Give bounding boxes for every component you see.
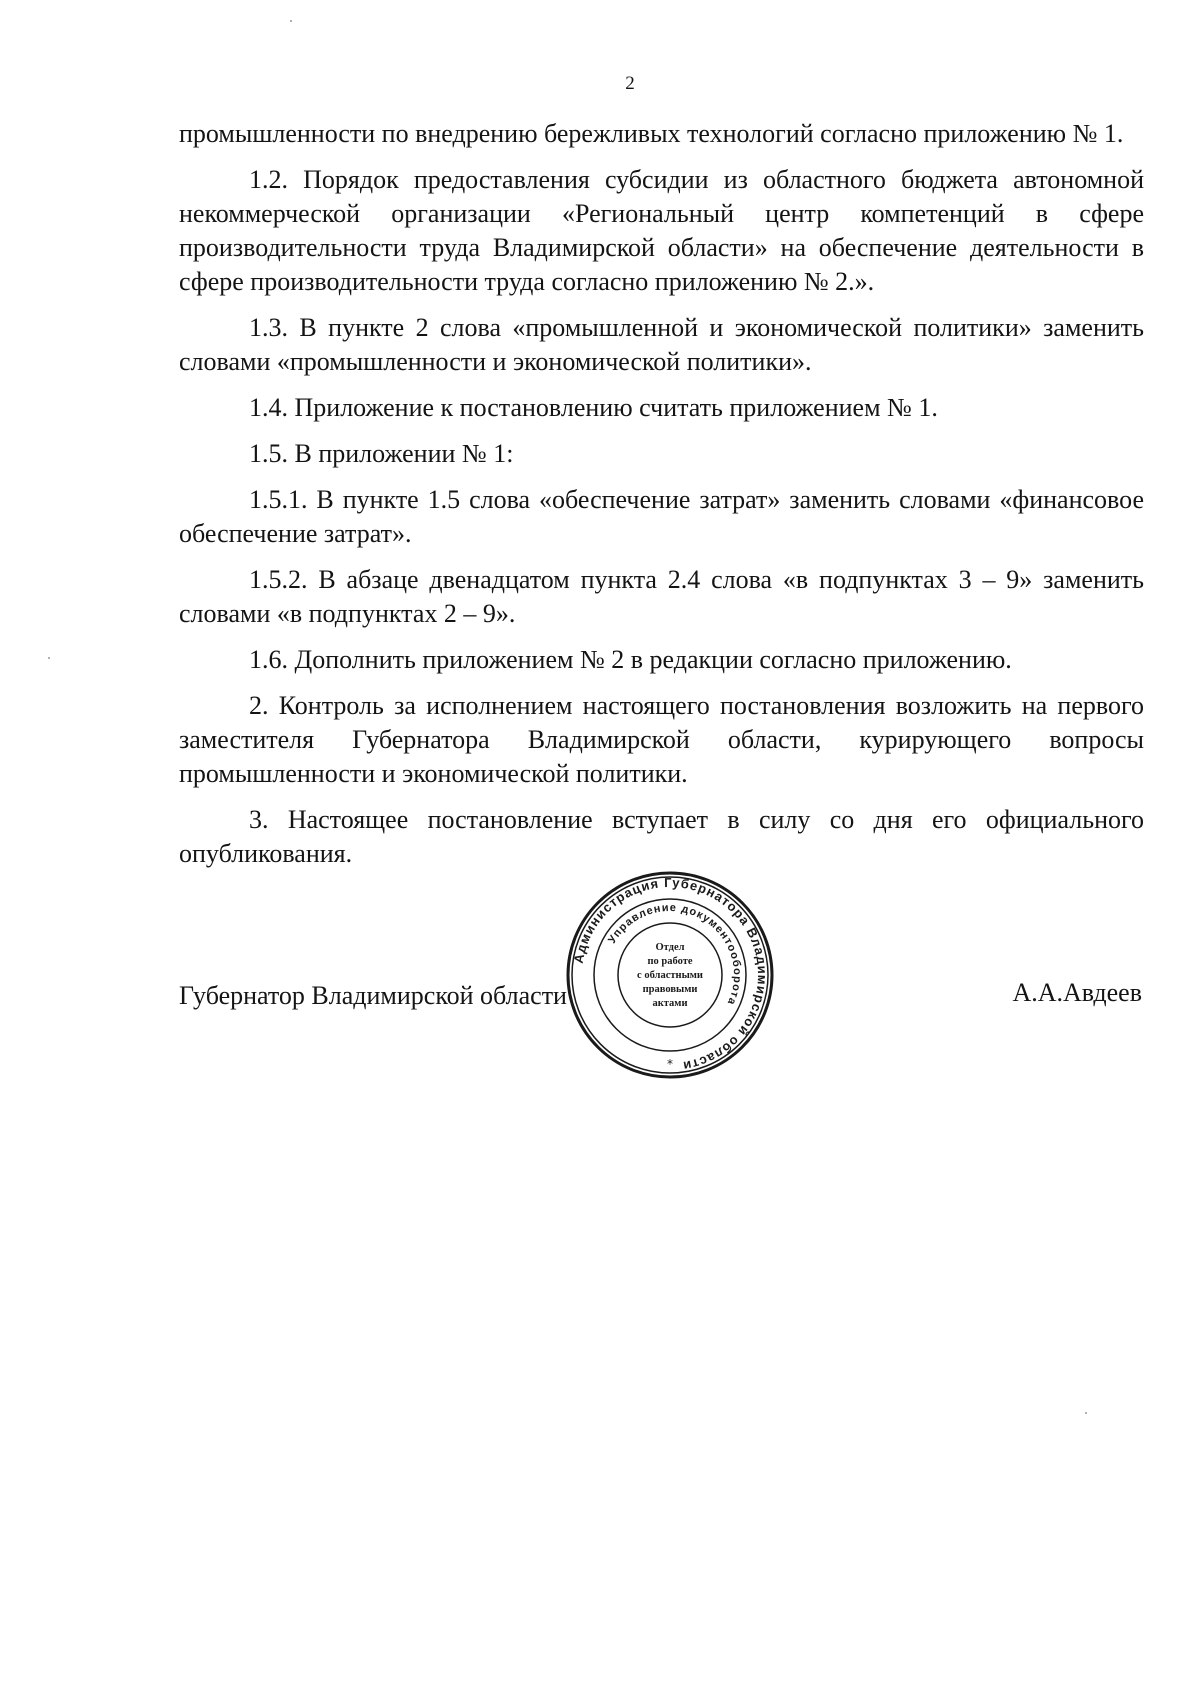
page-number: 2 <box>625 73 635 94</box>
paragraph-1-3: 1.3. В пункте 2 слова «промышленной и экономической политики» заменить словами «промышленности и экономической политики». <box>179 313 1144 376</box>
paragraph-1-5: 1.5. В приложении № 1: <box>249 439 514 468</box>
signature-position: Губернатор Владимирской области <box>179 981 567 1010</box>
stamp-inner-text: Управление документооборота <box>606 901 744 1008</box>
paragraph-1-5-1: 1.5.1. В пункте 1.5 слова «обеспечение затрат» заменить словами «финансовое обеспечение затрат». <box>179 485 1144 548</box>
stamp-center-line-4: правовыми <box>642 984 698 995</box>
stamp-center-line-2: по работе <box>647 956 693 967</box>
paragraph-1-6: 1.6. Дополнить приложением № 2 в редакции согласно приложению. <box>249 645 1012 674</box>
paragraph-2: 2. Контроль за исполнением настоящего постановления возложить на первого заместителя Губернатора Владимирской области, курирующего вопросы промышленности и экономической политики. <box>179 691 1144 788</box>
stamp-center-line-1: Отдел <box>655 942 685 953</box>
stamp-star: * <box>667 1057 673 1071</box>
paragraph-1-4: 1.4. Приложение к постановлению считать приложением № 1. <box>249 393 938 422</box>
official-stamp <box>565 870 775 1080</box>
paragraph-1-5-2: 1.5.2. В абзаце двенадцатом пункта 2.4 слова «в подпунктах 3 – 9» заменить словами «в подпунктах 2 – 9». <box>179 565 1144 628</box>
stamp-center-line-3: с областными <box>637 970 703 981</box>
stamp-center-line-5: актами <box>652 998 688 1009</box>
paragraph-1-2: 1.2. Порядок предоставления субсидии из областного бюджета автономной некоммерческой организации «Региональный центр компетенций в сфере производительности труда Владимирской области» на обеспечение деятельности в сфере производительности труда согласно приложению № 2.». <box>179 165 1144 296</box>
document-body <box>179 117 1144 883</box>
stamp-outer-text: Администрация Губернатора Владимирской области <box>570 874 771 1075</box>
signature-name: А.А.Авдеев <box>1012 978 1142 1007</box>
paragraph-continuation: промышленности по внедрению бережливых технологий согласно приложению № 1. <box>179 119 1124 148</box>
paragraph-3: 3. Настоящее постановление вступает в силу со дня его официального опубликования. <box>179 805 1144 868</box>
